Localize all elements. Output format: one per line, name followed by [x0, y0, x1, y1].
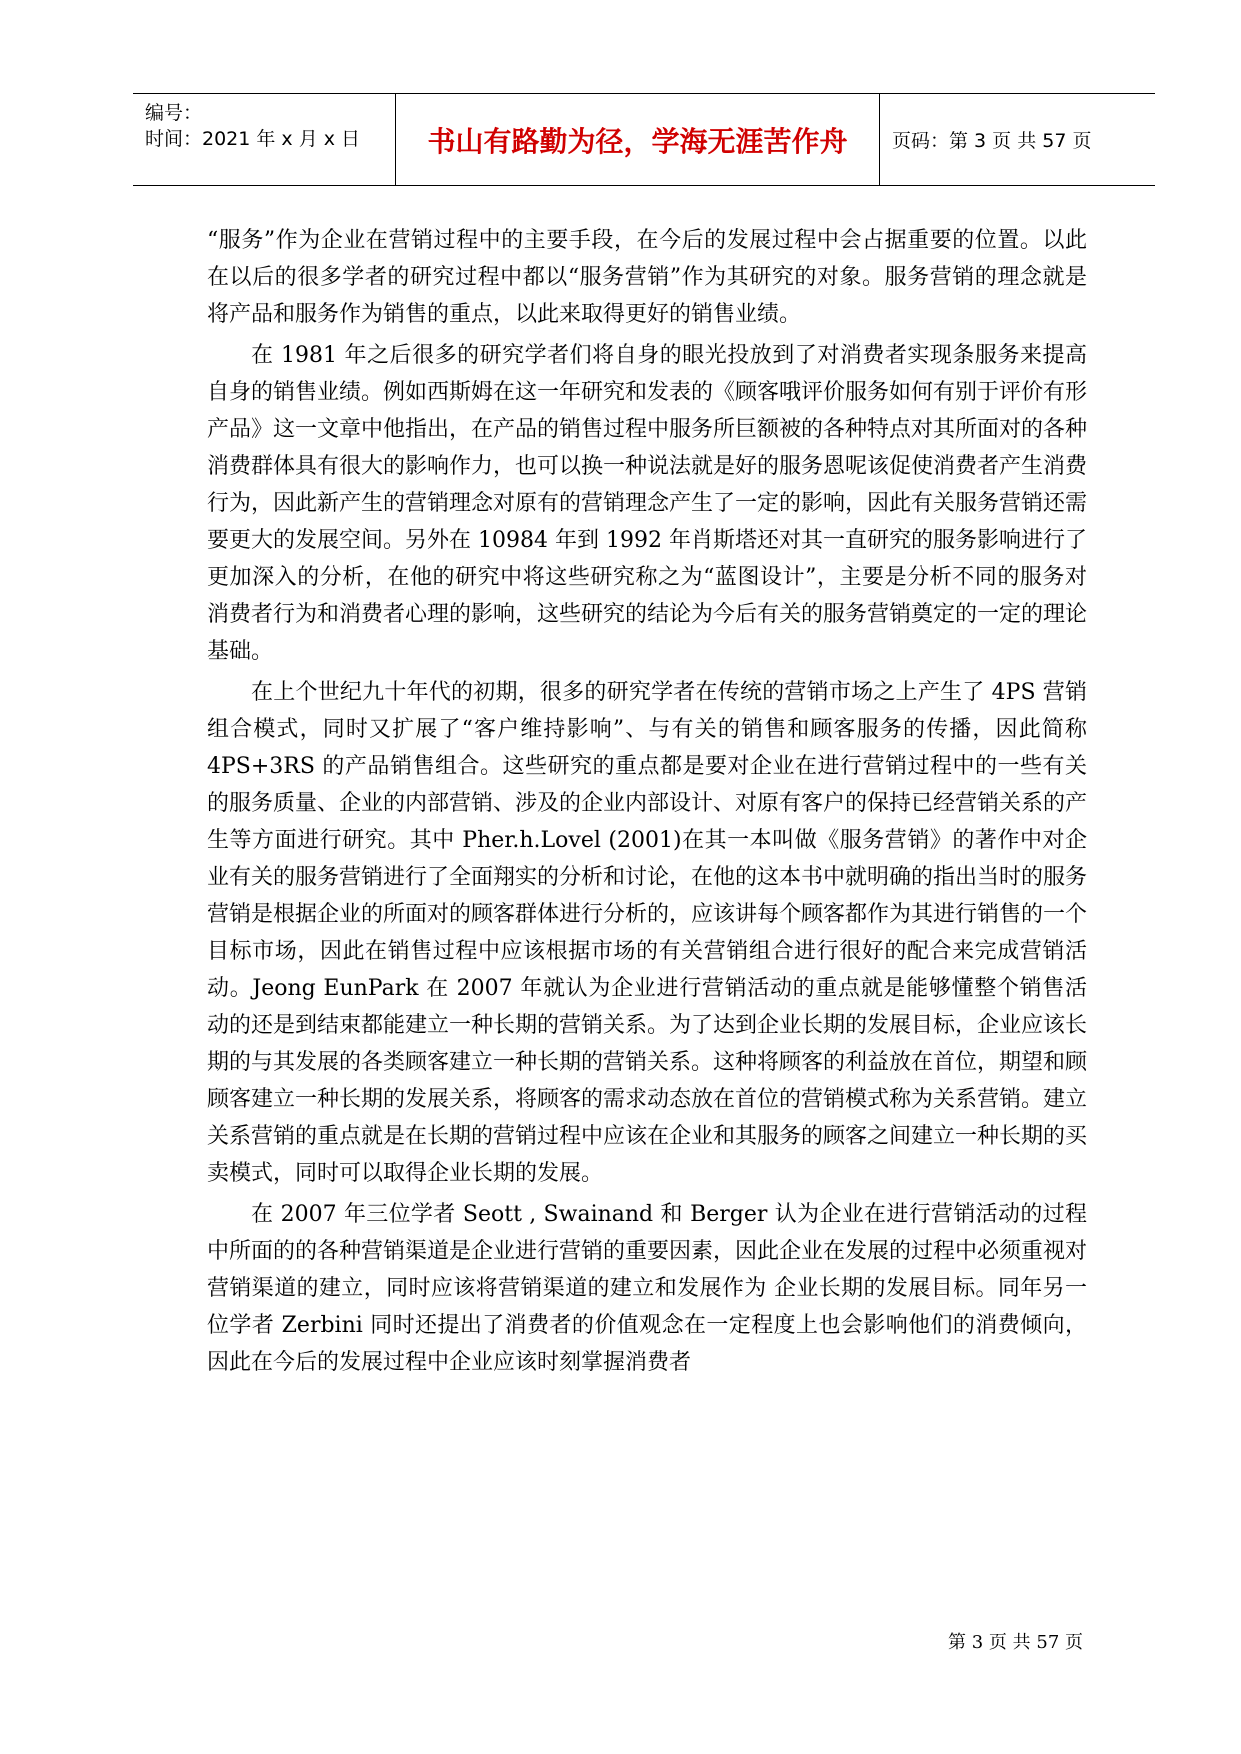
document-body	[207, 222, 1087, 1385]
document-time-label: 时间：2021 年 x 月 x 日	[145, 128, 361, 150]
header-left-cell	[133, 94, 396, 185]
page-header	[133, 93, 1155, 186]
document-number-label: 编号：	[145, 102, 203, 124]
page-footer: 第 3 页 共 57 页	[948, 1632, 1083, 1653]
paragraph: 在上个世纪九十年代的初期，很多的研究学者在传统的营销市场之上产生了 4PS 营销组合模式，同时又扩展了“客户维持影响”、与有关的销售和顾客服务的传播，因此简称 4PS+3RS 的产品销售组合。这些研究的重点都是要对企业在进行营销过程中的一些有关的服务质量、企业的内部营销、涉及的企业内部设计、对原有客户的保持已经营销关系的产生等方面进行研究。其中 Pher.h.Lovel (2001)在其一本叫做《服务营销》的著作中对企业有关的服务营销进行了全面翔实的分析和讨论，在他的这本书中就明确的指出当时的服务营销是根据企业的所面对的顾客群体进行分析的，应该讲每个顾客都作为其进行销售的一个目标市场，因此在销售过程中应该根据市场的有关营销组合进行很好的配合来完成营销活动。Jeong EunPark 在 2007 年就认为企业进行营销活动的重点就是能够懂整个销售活动的还是到结束都能建立一种长期的营销关系。为了达到企业长期的发展目标，企业应该长期的与其发展的各类顾客建立一种长期的营销关系。这种将顾客的利益放在首位，期望和顾顾客建立一种长期的发展关系，将顾客的需求动态放在首位的营销模式称为关系营销。建立关系营销的重点就是在长期的营销过程中应该在企业和其服务的顾客之间建立一种长期的买卖模式，同时可以取得企业长期的发展。	[207, 680, 1088, 1186]
header-motto: 书山有路勤为径，学海无涯苦作舟	[396, 94, 880, 185]
paragraph: 在 1981 年之后很多的研究学者们将自身的眼光投放到了对消费者实现条服务来提高自身的销售业绩。例如西斯姆在这一年研究和发表的《顾客哦评价服务如何有别于评价有形产品》这一文章中他指出，在产品的销售过程中服务所巨额被的各种特点对其所面对的各种消费群体具有很大的影响作力，也可以换一种说法就是好的服务恩呢该促使消费者产生消费行为，因此新产生的营销理念对原有的营销理念产生了一定的影响，因此有关服务营销还需要更大的发展空间。另外在 10984 年到 1992 年肖斯塔还对其一直研究的服务影响进行了更加深入的分析，在他的研究中将这些研究称之为“蓝图设计”，主要是分析不同的服务对消费者行为和消费者心理的影响，这些研究的结论为今后有关的服务营销奠定的一定的理论基础。	[207, 343, 1088, 664]
header-page-info: 页码：第 3 页 共 57 页	[892, 130, 1092, 152]
paragraph: 在 2007 年三位学者 Seott , Swainand 和 Berger 认为企业在进行营销活动的过程中所面的的各种营销渠道是企业进行营销的重要因素，因此企业在发展的过程中必须重视对营销渠道的建立，同时应该将营销渠道的建立和发展作为 企业长期的发展目标。同年另一位学者 Zerbini 同时还提出了消费者的价值观念在一定程度上也会影响他们的消费倾向，因此在今后的发展过程中企业应该时刻掌握消费者	[207, 1202, 1088, 1375]
paragraph: “服务”作为企业在营销过程中的主要手段，在今后的发展过程中会占据重要的位置。以此在以后的很多学者的研究过程中都以“服务营销”作为其研究的对象。服务营销的理念就是将产品和服务作为销售的重点，以此来取得更好的销售业绩。	[207, 228, 1087, 327]
